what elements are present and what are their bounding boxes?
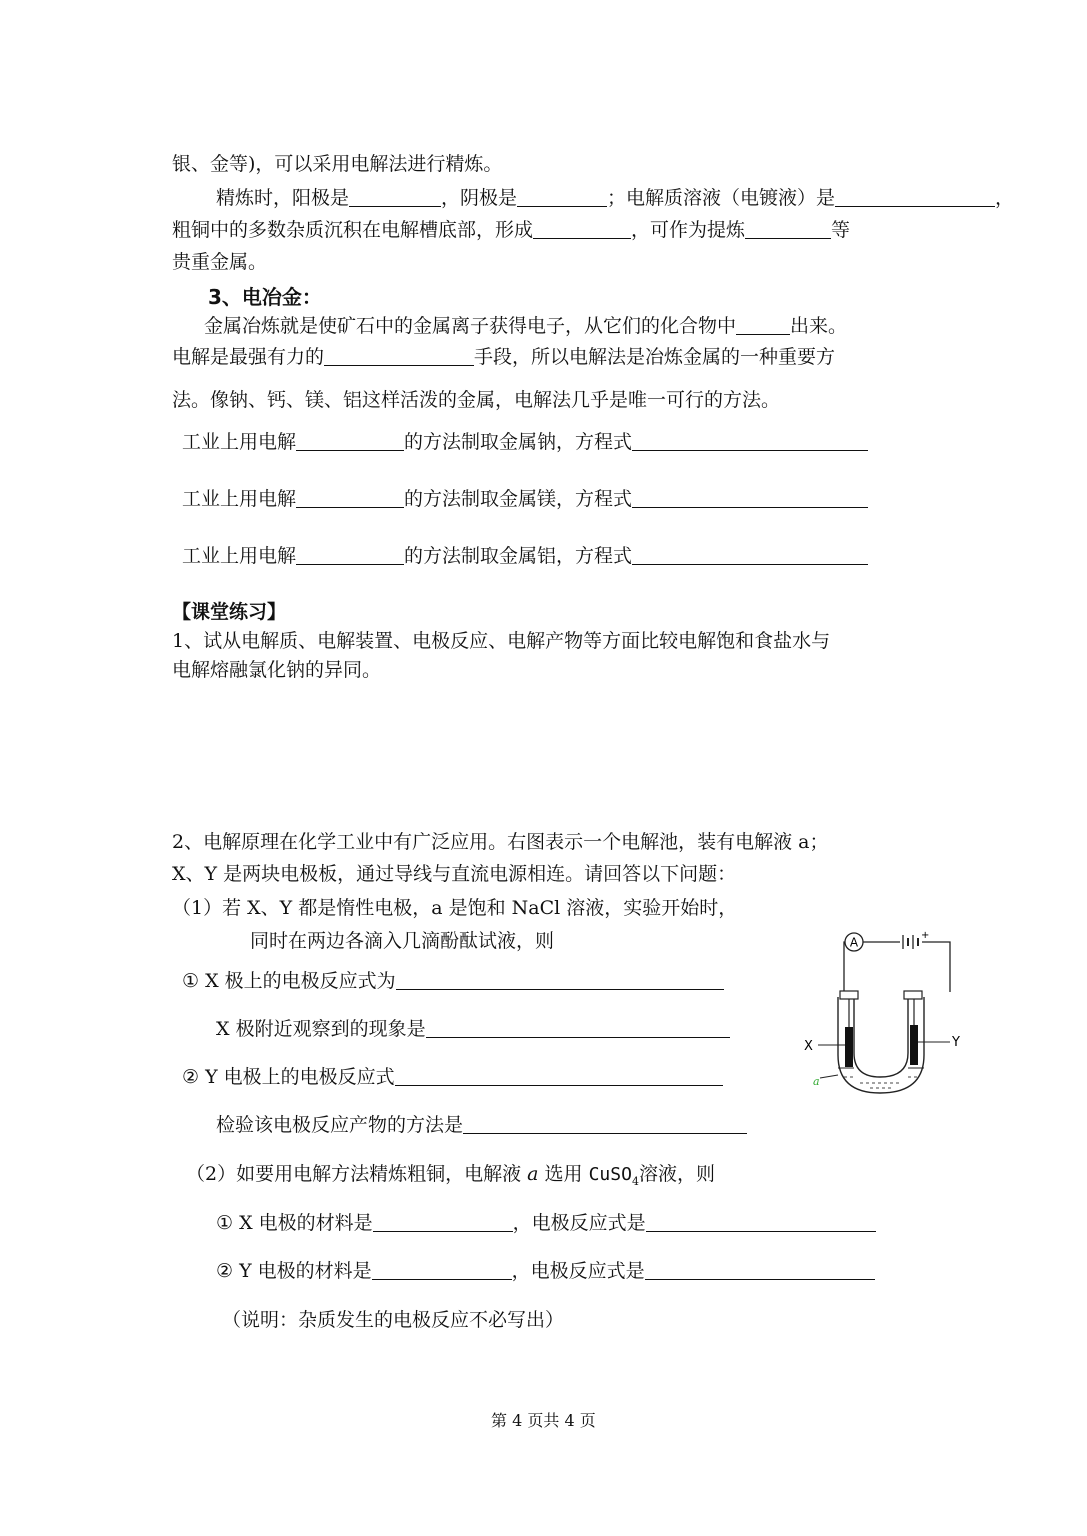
production-row-sodium bbox=[182, 430, 868, 454]
question-text: ① X 电极的材料是 bbox=[216, 1212, 373, 1234]
question-text: ，电极反应式是 bbox=[512, 1212, 646, 1234]
question-2-y-test bbox=[216, 1113, 747, 1137]
refine-text: 粗铜中的多数杂质沉积在电解槽底部，形成 bbox=[172, 219, 534, 241]
blank-x-material[interactable] bbox=[373, 1211, 513, 1232]
blank-anode-mud[interactable] bbox=[533, 218, 631, 239]
metallurgy-line-2 bbox=[172, 345, 835, 369]
electrode-y bbox=[910, 1025, 918, 1065]
section-heading-electrometallurgy: 3、电冶金： bbox=[208, 285, 322, 309]
metallurgy-text: 电解是最强有力的 bbox=[172, 346, 325, 368]
blank-aluminum-equation[interactable] bbox=[632, 544, 868, 565]
question-text: （2）如要用电解方法精炼粗铜，电解液 bbox=[186, 1163, 522, 1185]
formula-cuso4: CuSO bbox=[588, 1164, 632, 1185]
blank-reduction-means[interactable] bbox=[324, 345, 474, 366]
refine-text: ， bbox=[995, 187, 1015, 209]
blank-precious-metal[interactable] bbox=[745, 218, 831, 239]
blank-y-reaction[interactable] bbox=[645, 1259, 875, 1280]
label-x: X bbox=[804, 1039, 813, 1054]
blank-magnesium-equation[interactable] bbox=[632, 487, 868, 508]
variable-a: a bbox=[527, 1163, 539, 1185]
question-text: 检验该电极反应产物的方法是 bbox=[216, 1114, 464, 1136]
question-2-part-1-line-2: 同时在两边各滴入几滴酚酞试液，则 bbox=[250, 930, 555, 952]
question-text: 溶液，则 bbox=[638, 1163, 715, 1185]
right-stopper bbox=[904, 991, 922, 999]
left-stopper bbox=[840, 991, 858, 999]
metallurgy-text: 出来。 bbox=[790, 315, 848, 337]
blank-reduced[interactable] bbox=[736, 314, 790, 335]
blank-y-test-method[interactable] bbox=[463, 1113, 747, 1134]
row-text: 工业上用电解 bbox=[182, 431, 297, 453]
metallurgy-line-1 bbox=[204, 314, 847, 338]
refine-line-2 bbox=[172, 218, 850, 242]
question-2-x-material bbox=[216, 1211, 876, 1235]
blank-y-equation[interactable] bbox=[395, 1065, 723, 1086]
blank-cathode[interactable] bbox=[517, 186, 607, 207]
question-text: X 极附近观察到的现象是 bbox=[216, 1018, 426, 1040]
metallurgy-text: 手段，所以电解法是冶炼金属的一种重要方 bbox=[474, 346, 836, 368]
question-2-y-equation bbox=[182, 1065, 723, 1089]
row-text: 的方法制取金属铝，方程式 bbox=[404, 545, 633, 567]
metallurgy-line-3: 法。像钠、钙、镁、铝这样活泼的金属，电解法几乎是唯一可行的方法。 bbox=[172, 389, 781, 411]
refine-line-1 bbox=[216, 186, 1014, 210]
row-text: 的方法制取金属钠，方程式 bbox=[404, 431, 633, 453]
question-2-part-2 bbox=[186, 1162, 715, 1194]
blank-aluminum-compound[interactable] bbox=[296, 544, 404, 565]
page-footer: 第 4 页共 4 页 bbox=[491, 1411, 596, 1430]
question-text: ② Y 电极上的电极反应式 bbox=[182, 1066, 395, 1088]
blank-x-equation[interactable] bbox=[396, 969, 724, 990]
question-text: ，电极反应式是 bbox=[511, 1260, 645, 1282]
question-text: 选用 bbox=[544, 1163, 583, 1185]
question-2-line-2: X、Y 是两块电极板，通过导线与直流电源相连。请回答以下问题： bbox=[172, 863, 737, 885]
row-text: 工业上用电解 bbox=[182, 488, 297, 510]
question-2-line-1: 2、电解原理在化学工业中有广泛应用。右图表示一个电解池，装有电解液 a； bbox=[172, 831, 829, 853]
production-row-aluminum bbox=[182, 544, 868, 568]
ammeter-label: A bbox=[849, 935, 859, 950]
blank-sodium-compound[interactable] bbox=[296, 430, 404, 451]
metallurgy-text: 金属冶炼就是使矿石中的金属离子获得电子，从它们的化合物中 bbox=[204, 315, 737, 337]
blank-anode[interactable] bbox=[349, 186, 441, 207]
row-text: 工业上用电解 bbox=[182, 545, 297, 567]
formula-subscript: 4 bbox=[631, 1174, 639, 1188]
question-2-y-material bbox=[216, 1259, 875, 1283]
question-2-note: （说明：杂质发生的电极反应不必写出） bbox=[222, 1309, 565, 1331]
blank-x-reaction[interactable] bbox=[646, 1211, 876, 1232]
question-1-line-1: 1、试从电解质、电解装置、电极反应、电解产物等方面比较电解饱和食盐水与 bbox=[172, 630, 831, 652]
refine-text: ，可作为提炼 bbox=[631, 219, 746, 241]
refine-text: ；电解质溶液（电镀液）是 bbox=[607, 187, 836, 209]
practice-heading: 【课堂练习】 bbox=[172, 601, 287, 623]
electrolyte-hatching bbox=[844, 1077, 918, 1088]
row-text: 的方法制取金属镁，方程式 bbox=[404, 488, 633, 510]
label-y: Y bbox=[952, 1035, 960, 1050]
blank-x-phenomenon[interactable] bbox=[426, 1017, 730, 1038]
question-2-x-phenomenon bbox=[216, 1017, 730, 1041]
blank-y-material[interactable] bbox=[372, 1259, 512, 1280]
production-row-magnesium bbox=[182, 487, 868, 511]
refine-text: 精炼时，阳极是 bbox=[216, 187, 350, 209]
question-2-part-1-line-1: （1）若 X、Y 都是惰性电极，a 是饱和 NaCl 溶液，实验开始时， bbox=[172, 897, 738, 919]
blank-electrolyte[interactable] bbox=[835, 186, 995, 207]
question-text: ② Y 电极的材料是 bbox=[216, 1260, 372, 1282]
blank-magnesium-compound[interactable] bbox=[296, 487, 404, 508]
question-1-line-2: 电解熔融氯化钠的异同。 bbox=[172, 659, 382, 681]
question-2-x-equation bbox=[182, 969, 724, 993]
electrolysis-cell-diagram bbox=[800, 925, 975, 1095]
refine-text: ，阴极是 bbox=[441, 187, 518, 209]
blank-sodium-equation[interactable] bbox=[632, 430, 868, 451]
battery-plus-label: + bbox=[921, 930, 930, 941]
label-a: a bbox=[813, 1075, 820, 1088]
intro-line: 银、金等)，可以采用电解法进行精炼。 bbox=[172, 153, 503, 175]
electrode-x bbox=[845, 1027, 853, 1067]
refine-line-3: 贵重金属。 bbox=[172, 251, 268, 273]
question-text: ① X 极上的电极反应式为 bbox=[182, 970, 396, 992]
label-a-leader bbox=[820, 1075, 838, 1078]
refine-text: 等 bbox=[831, 219, 851, 241]
u-tube-inner bbox=[854, 997, 908, 1077]
